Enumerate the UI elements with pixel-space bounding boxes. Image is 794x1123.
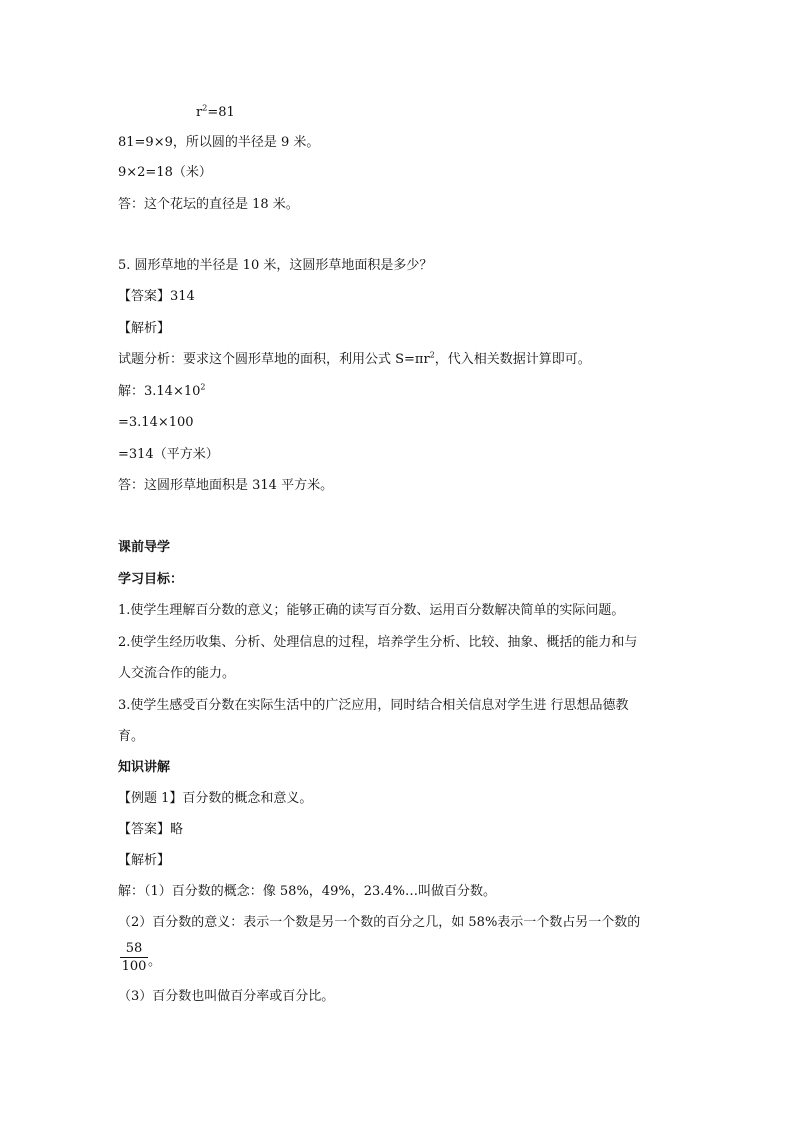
example-1-title: 【例题 1】百分数的概念和意义。 (118, 791, 313, 806)
answer-label: 【答案】314 (118, 289, 195, 304)
fraction-tail: 。 (148, 954, 162, 969)
equation-r-squared (196, 104, 235, 122)
question-5: 5. 圆形草地的半径是 10 米，这圆形草地面积是多少？ (118, 258, 433, 273)
knowledge-title: 知识讲解 (118, 760, 171, 775)
analysis-text: 试题分析：要求这个圆形草地的面积，利用公式 $S=\pi r^2$，代入相关数据计算即可。 (118, 350, 591, 367)
eq-rest: =81 (207, 105, 235, 120)
diameter-answer-line: 答：这个花坛的直径是 18 米。 (118, 197, 299, 212)
goal-3b: 育。 (118, 729, 145, 744)
solution-step-1: 解：$3.14\times 10^2$ (118, 382, 206, 399)
fraction-numerator: 58 (125, 941, 143, 956)
section-title: 课前导学 (118, 540, 171, 555)
goal-3a: 3.使学生感受百分数在实际生活中的广泛应用，同时结合相关信息对学生进 行思想品德教 (118, 698, 629, 713)
point-3: （3）百分数也叫做百分率或百分比。 (118, 989, 335, 1004)
point-2: （2）百分数的意义：表示一个数是另一个数的百分之几，如 58%表示一个数占另一个数的 (118, 915, 641, 930)
goal-1: 1.使学生理解百分数的意义；能够正确的读写百分数、运用百分数解决简单的实际问题。 (118, 603, 625, 618)
goal-2a: 2.使学生经历收集、分析、处理信息的过程，培养学生分析、比较、抽象、概括的能力和与 (118, 635, 638, 650)
example-1-analysis: 【解析】 (118, 853, 171, 868)
goals-title: 学习目标： (118, 572, 184, 587)
solution-step-2: =3.14×100 (118, 415, 194, 430)
example-1-answer: 【答案】略 (118, 822, 184, 837)
diameter-calc-line: 9×2=18（米） (118, 165, 212, 180)
fraction-denominator: 100 (121, 959, 147, 974)
solution-conclusion: 答：这圆形草地面积是 314 平方米。 (118, 478, 334, 493)
eq-exponent: 2 (202, 103, 208, 113)
goal-2b: 人交流合作的能力。 (118, 666, 236, 681)
fraction-58-100 (118, 940, 150, 975)
analysis-label: 【解析】 (118, 321, 171, 336)
point-1: 解：（1）百分数的概念：像 58%，49%，23.4%…叫做百分数。 (118, 884, 496, 899)
eq-base: r (196, 105, 203, 120)
solution-step-3: =314（平方米） (118, 447, 219, 462)
radius-line: 81=9×9，所以圆的半径是 9 米。 (118, 135, 320, 150)
